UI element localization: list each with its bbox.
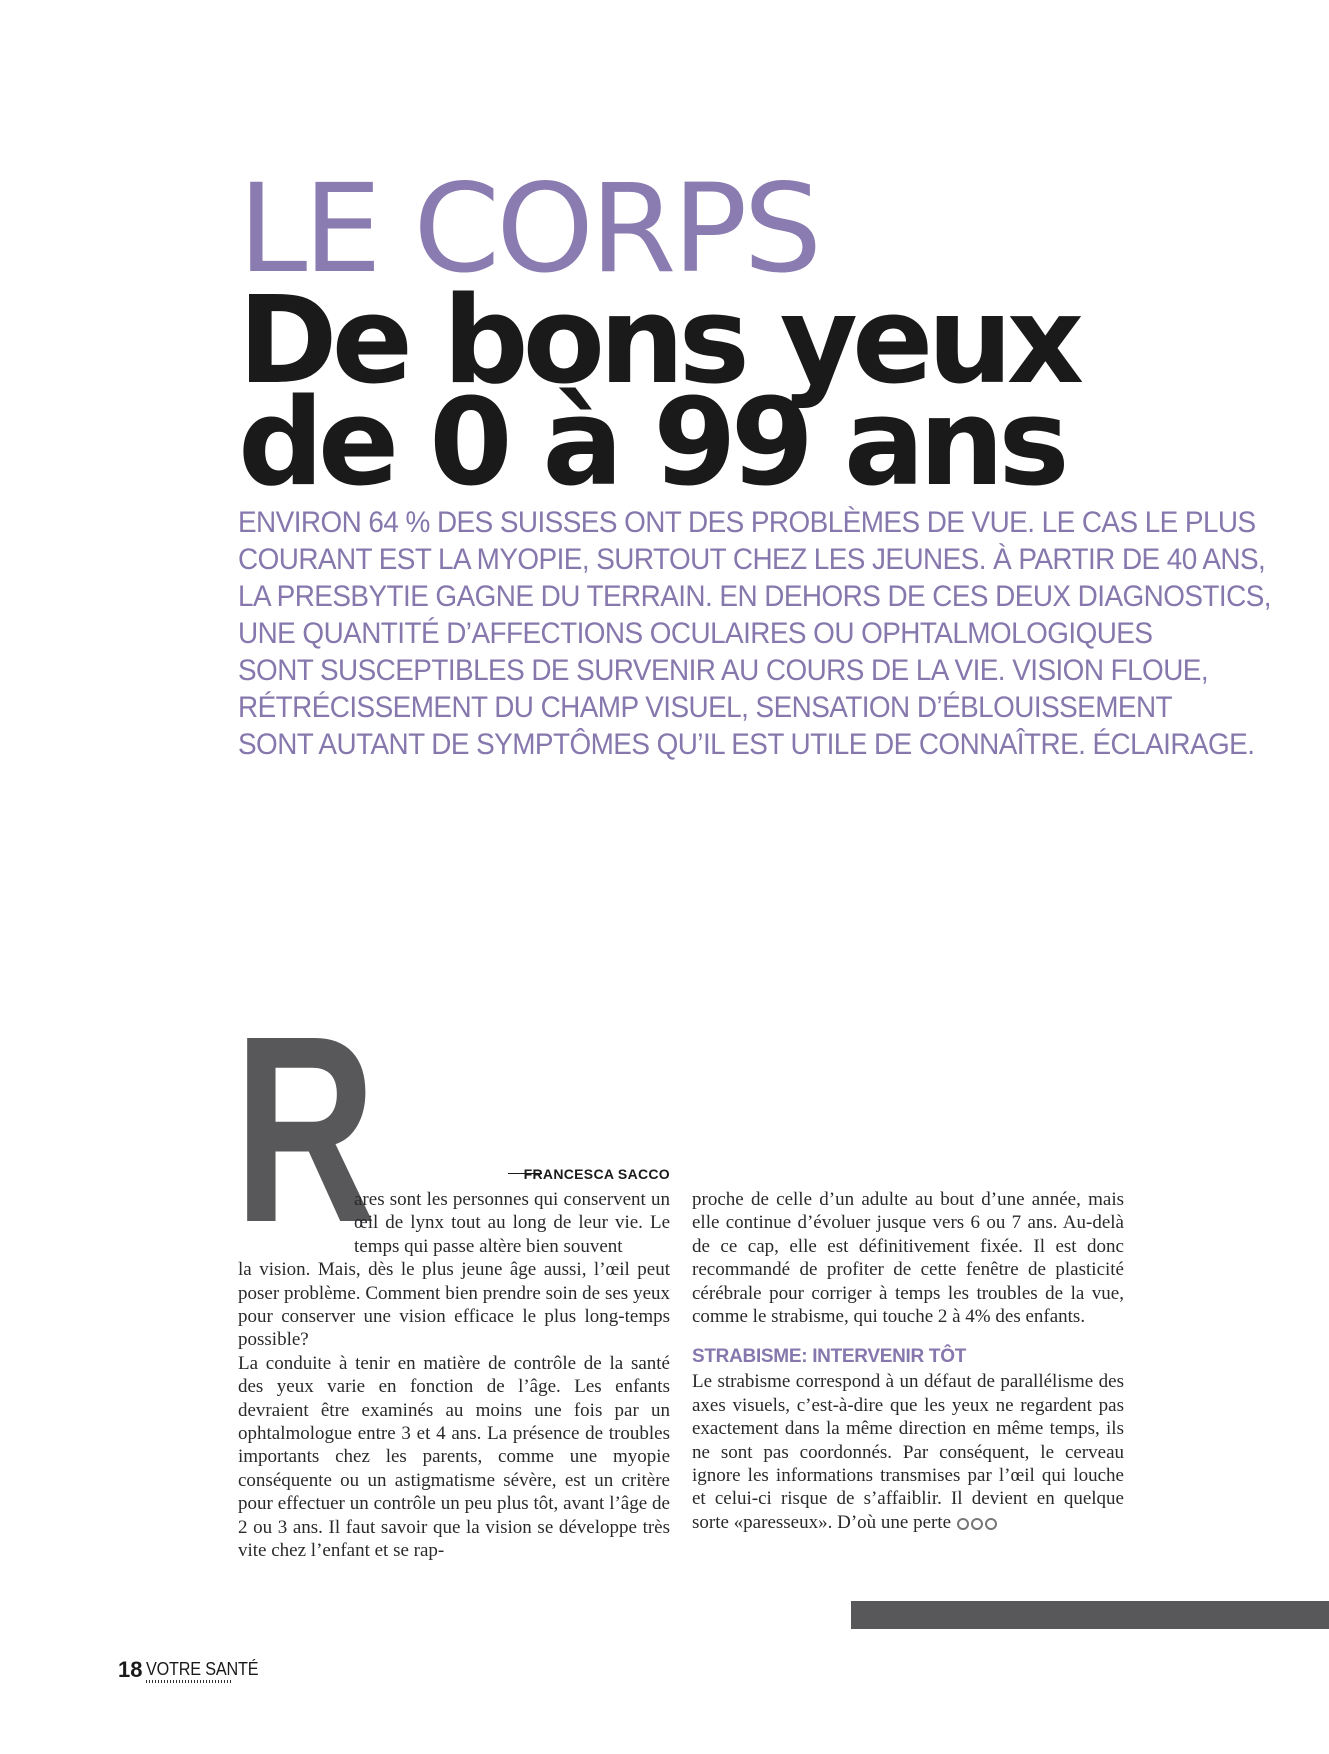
lead-line: LA PRESBYTIE GAGNE DU TERRAIN. EN DEHORS DE CES DEUX DIAGNOSTICS,	[238, 580, 1271, 613]
magazine-name: VOTRE SANTÉ	[146, 1659, 259, 1679]
body-paragraph: proche de celle d’un adulte au bout d’une année, mais elle continue d’évoluer jusque vers 6 ou 7 ans. Au-delà de ce cap, elle est définitivement fixée. Il est donc recommandé de profiter de cette fenêtre de plasticité cérébrale pour corriger à temps les troubles de la vue, comme le strabisme, qui touche 2 à 4% des enfants.	[692, 1189, 1124, 1328]
drop-cap: R	[234, 981, 377, 1278]
byline: FRANCESCA SACCO	[523, 1166, 670, 1182]
lead-line: COURANT EST LA MYOPIE, SURTOUT CHEZ LES JEUNES. À PARTIR DE 40 ANS,	[238, 543, 1266, 576]
footer-rule	[146, 1680, 232, 1683]
article-column-right	[692, 1188, 1124, 1535]
body-paragraph: La conduite à tenir en matière de contrôle de la santé des yeux varie en fonction de l’âge. Les enfants devraient être examinés au moins une fois par un ophtalmologue entre 3 et 4 ans. La présence de troubles importants chez les parents, comme une myopie conséquente ou un astigmatisme sévère, est un critère pour effectuer un contrôle un peu plus tôt, avant l’âge de 2 ou 3 ans. Il faut savoir que la vision se développe très vite chez l’enfant et se rap-	[238, 1352, 670, 1562]
lead-line: UNE QUANTITÉ D’AFFECTIONS OCULAIRES OU OPHTALMOLOGIQUES	[238, 617, 1153, 650]
lead-line: ENVIRON 64 % DES SUISSES ONT DES PROBLÈMES DE VUE. LE CAS LE PLUS	[238, 506, 1256, 539]
continued-dots-icon	[957, 1512, 999, 1535]
body-paragraph-text: Le strabisme correspond à un défaut de parallélisme des axes visuels, c’est-à-dire que les yeux ne regardent pas exactement dans la même direction en même temps, ils ne sont pas coordonnés. Par conséquent, le cerveau ignore les informations transmises par l’œil qui louche et celui-ci risque de s’affaiblir. Il devient en quelque sorte «paresseux». D’où une perte	[692, 1371, 1124, 1533]
lead-line: SONT AUTANT DE SYMPTÔMES QU’IL EST UTILE DE CONNAÎTRE. ÉCLAIRAGE.	[238, 728, 1255, 761]
body-paragraph: la vision. Mais, dès le plus jeune âge aussi, l’œil peut poser problème. Comment bien prendre soin de ses yeux pour conserver une vision efficace le plus long-temps possible?	[238, 1259, 670, 1351]
section-subheading: STRABISME: INTERVENIR TÔT	[692, 1346, 966, 1368]
body-paragraph	[692, 1370, 1124, 1535]
article-title-line-2: de 0 à 99 ans	[238, 374, 1064, 513]
article-title-line-1: De bons yeux	[238, 272, 1079, 411]
lead-paragraph	[238, 504, 1271, 763]
lead-line: SONT SUSCEPTIBLES DE SURVENIR AU COURS DE LA VIE. VISION FLOUE,	[238, 654, 1209, 687]
page-number: 18	[118, 1657, 143, 1682]
article-column-left	[238, 1188, 670, 1563]
body-paragraph: ares sont les personnes qui conservent un œil de lynx tout au long de leur vie. Le temps qui passe altère bien souvent	[354, 1189, 670, 1257]
section-label: LE CORPS	[238, 158, 819, 300]
footer-bar	[851, 1601, 1329, 1629]
lead-line: RÉTRÉCISSEMENT DU CHAMP VISUEL, SENSATION D’ÉBLOUISSEMENT	[238, 691, 1173, 724]
